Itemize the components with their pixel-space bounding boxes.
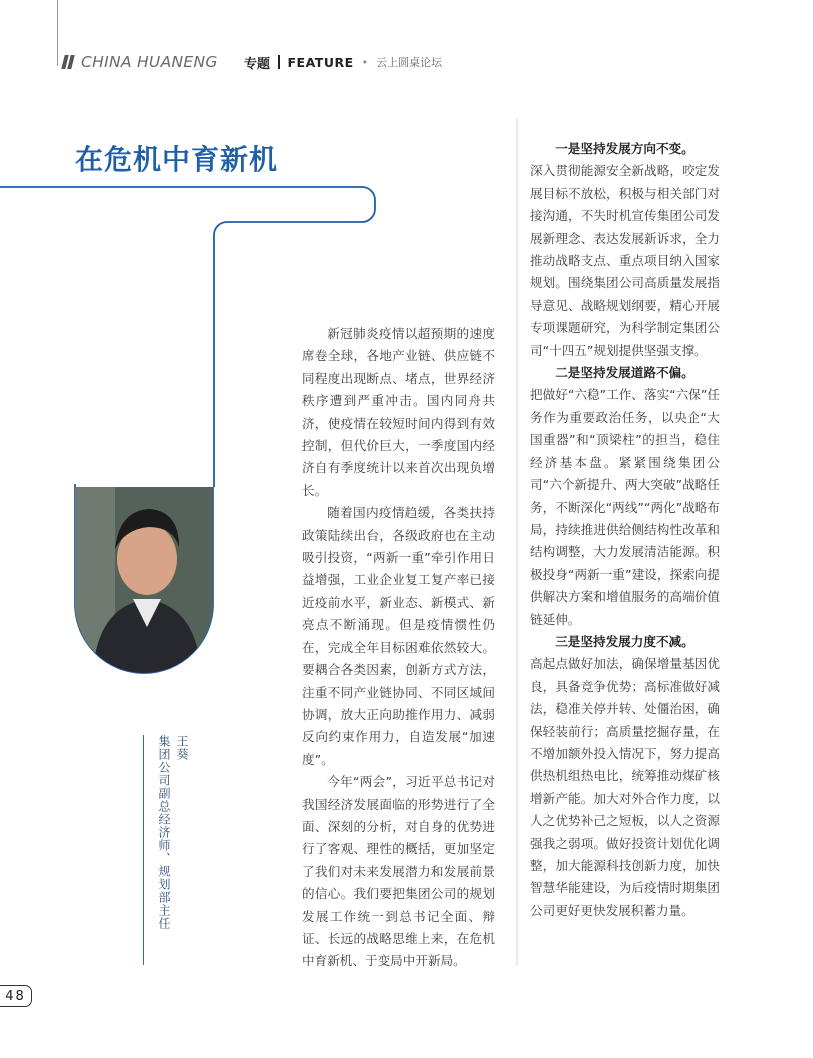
paragraph: 新冠肺炎疫情以超预期的速度席卷全球，各地产业链、供应链不同程度出现断点、堵点，世界经济秩序遭到严重冲击。国内同舟共济，使疫情在较短时间内得到有效控制，但代价巨大，一季度国内经济自有季度统计以来首次出现负增长。 — [302, 326, 495, 498]
section-en: FEATURE — [287, 54, 354, 70]
section-bullet: • — [361, 55, 369, 69]
section-subtitle: 云上圆桌论坛 — [376, 56, 443, 69]
article-column-right — [530, 138, 720, 922]
article-column-left — [302, 323, 495, 973]
portrait-illustration — [75, 487, 213, 673]
section-cn: 专题 — [244, 56, 271, 72]
paragraph: 随着国内疫情趋缓，各类扶持政策陆续出台，各级政府也在主动吸引投资，“两新一重”牵引作用日益增强，工业企业复工复产率已接近疫前水平，新业态、新模式、新亮点不断涌现。但是疫情惯性仍在，完成全年目标困难依然较大。要耦合各类因素，创新方式方法，注重不同产业链协同、不同区域间协调，放大正向助推作用力、减弱反向约束作用力，自造发展“加速度”。 — [302, 505, 495, 767]
page-title: 在危机中育新机 — [75, 143, 279, 176]
page-number: 48 — [0, 985, 32, 1007]
author-photo — [75, 487, 213, 673]
paragraph: 深入贯彻能源安全新战略，咬定发展目标不放松，积极与相关部门对接沟通，不失时机宣传集团公司发展新理念、表达发展新诉求，全力推动战略支点、重点项目纳入国家规划。围绕集团公司高质量发展指导意见、战略规划纲要，精心开展专项课题研究，为科学制定集团公司“十四五”规划提供坚强支撑。 — [530, 163, 720, 358]
author-credit — [150, 735, 190, 965]
author-role: 集团公司副总经济师、规划部主任 — [157, 735, 171, 930]
paragraph: 今年“两会”，习近平总书记对我国经济发展面临的形势进行了全面、深刻的分析，对自身的优势进行了客观、理性的概括，更加坚定了我们对未来发展潜力和发展前景的信心。我们要把集团公司的规划发展工作统一到总书记全面、辩证、长远的战略思维上来，在危机中育新机、于变局中开新局。 — [302, 774, 495, 969]
section-heading: 二是坚持发展道路不偏。 — [555, 365, 694, 381]
section-heading: 三是坚持发展力度不减。 — [555, 633, 694, 649]
paragraph: 高起点做好加法，确保增量基因优良，具备竞争优势；高标准做好减法，稳准关停并转、处僵治困，确保轻装前行；高质量挖掘存量，在不增加额外投入情况下，努力提高供热机组热电比，统筹推动煤矿核增新产能。加大对外合作力度，以人之优势补己之短板，以人之资源强我之弱项。做好投资计划优化调整，加大能源科技创新力度，加快智慧华能建设，为后疫情时期集团公司更好更快发展积蓄力量。 — [530, 656, 720, 918]
section-heading: 一是坚持发展方向不变。 — [555, 141, 694, 156]
author-name: 王葵 — [175, 735, 189, 761]
paragraph: 把做好“六稳”工作、落实“六保”任务作为重要政治任务，以央企“大国重器”和“顶梁柱”的担当，稳住经济基本盘。紧紧围绕集团公司“六个新提升、两大突破”战略任务，不断深化“两线”“两化”战略布局，持续推进供给侧结构性改革和结构调整，大力发展清洁能源。积极投身“两新一重”建设，探索向提供解决方案和增值服务的高端价值链延伸。 — [530, 387, 720, 627]
brand-name: CHINA HUANENG — [81, 53, 218, 71]
author-rule — [143, 735, 144, 965]
